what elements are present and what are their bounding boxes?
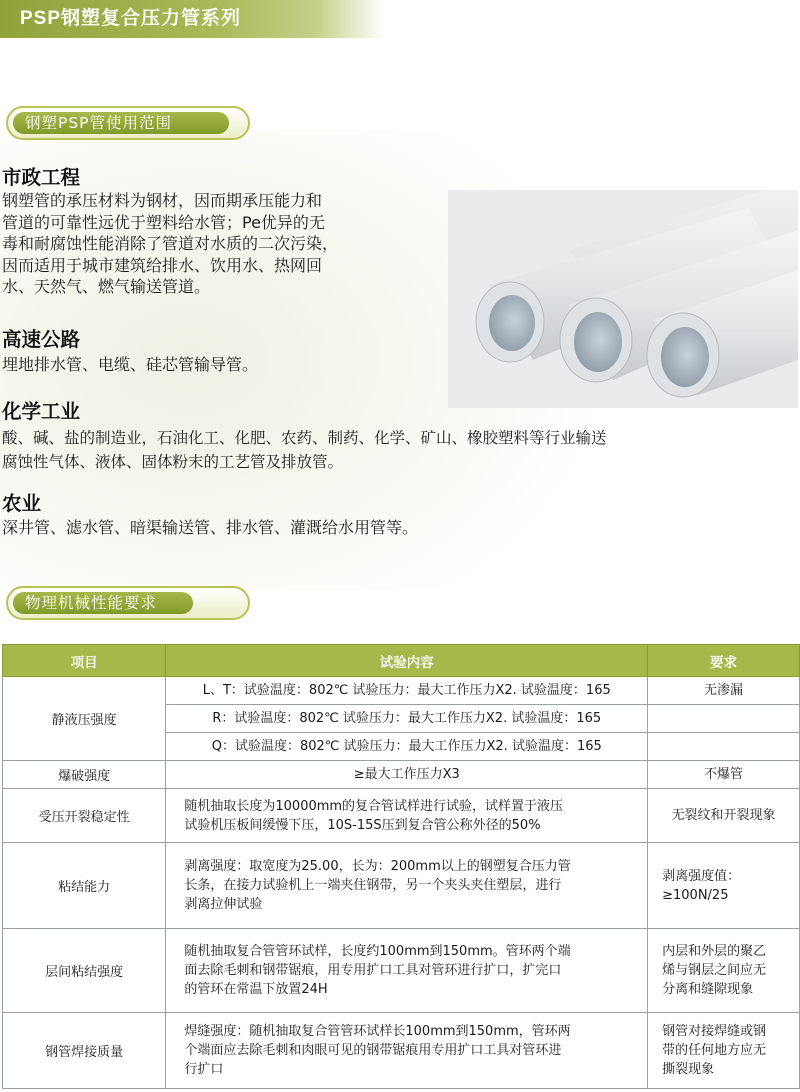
cell-line: 个端面应去除毛刺和肉眼可见的钢带锯痕用专用扩口工具对管环进 (184, 1043, 562, 1058)
cell-test (166, 761, 648, 789)
column-header-test: 试验内容 (166, 645, 648, 677)
cell-line: 随机抽取长度为10000mm的复合管试样进行试验，试样置于液压 (184, 798, 564, 814)
column-header-requirement: 要求 (648, 645, 800, 677)
heading-agriculture: 农业 (2, 492, 42, 515)
cell-line: 剥离拉伸试验 (184, 897, 263, 912)
cell-test (166, 929, 648, 1013)
cell-item: 爆破强度 (3, 761, 166, 789)
table-row (3, 1013, 800, 1089)
text-line: 酸、碱、盐的制造业，石油化工、化肥、农药、制药、化学、矿山、橡胶塑料等行业输送 (2, 429, 607, 447)
cell-item: 钢管焊接质量 (3, 1013, 166, 1089)
section-label-properties-text: 物理机械性能要求 (13, 592, 193, 614)
cell-item: 静液压强度 (3, 677, 166, 761)
section-label-usage-text: 钢塑PSP管使用范围 (13, 112, 229, 134)
cell-line: 随机抽取复合管管环试样，长度约100mm到150mm。管环两个端 (184, 944, 571, 959)
text-line: 水、天然气、燃气输送管道。 (2, 277, 211, 296)
cell-line: 烯与钢层之间应无 (662, 963, 767, 978)
cell-line: 分离和缝隙现象 (662, 982, 754, 997)
text-line: 腐蚀性气体、液体、固体粉末的工艺管及排放管。 (2, 453, 344, 471)
cell-line: 长条，在接力试验机上一端夹住钢带，另一个夹头夹住塑层，进行 (184, 878, 562, 893)
cell-line: 焊缝强度：随机抽取复合管管环试样长100mm到150mm，管环两 (184, 1024, 571, 1039)
cell-line: 剥离强度：取宽度为25.00，长为：200mm以上的钢塑复合压力管 (184, 859, 571, 874)
cell-requirement (648, 705, 800, 733)
cell-line: 无裂纹和开裂现象 (671, 808, 776, 823)
cell-test (166, 789, 648, 843)
text-line: 因而适用于城市建筑给排水、饮用水、热网回 (2, 255, 323, 275)
page-title: PSP钢塑复合压力管系列 (0, 0, 385, 38)
cell-requirement (648, 761, 800, 789)
cell-requirement: 无渗漏 (648, 677, 800, 705)
paragraph-highway (2, 354, 258, 376)
spec-table (2, 644, 800, 1089)
cell-line: 撕裂现象 (662, 1062, 715, 1077)
heading-chemical: 化学工业 (2, 400, 81, 423)
cell-requirement (648, 789, 800, 843)
text-line: 埋地排水管、电缆、硅芯管输导管。 (2, 355, 259, 374)
cell-item: 层间粘结强度 (3, 929, 166, 1013)
cell-test (166, 1013, 648, 1089)
table-row (3, 929, 800, 1013)
heading-municipal: 市政工程 (2, 166, 81, 189)
cell-line: 面去除毛刺和钢带锯痕，用专用扩口工具对管环进行扩口，扩完口 (184, 963, 562, 978)
table-header-row (3, 645, 800, 677)
column-header-item: 项目 (3, 645, 166, 677)
section-label-properties (6, 586, 250, 620)
table-row (3, 789, 800, 843)
cell-line: 的管环在常温下放置24H (184, 982, 328, 997)
heading-highway: 高速公路 (2, 328, 81, 351)
table-row (3, 677, 800, 705)
cell-requirement (648, 843, 800, 929)
paragraph-agriculture (2, 517, 418, 539)
cell-line: 钢管对接焊缝或钢 (662, 1024, 767, 1039)
table-row (3, 761, 800, 789)
cell-requirement (648, 929, 800, 1013)
section-label-usage (6, 106, 250, 140)
cell-line: 剥离强度值： (662, 868, 741, 884)
text-line: 毒和耐腐蚀性能消除了管道对水质的二次污染， (2, 234, 339, 253)
pipe-illustration (448, 190, 798, 408)
text-line: 深井管、滤水管、暗渠输送管、排水管、灌溉给水用管等。 (2, 518, 419, 537)
cell-test: R：试验温度：802℃ 试验压力：最大工作压力X2. 试验温度：165 (166, 705, 648, 733)
cell-line: 内层和外层的聚乙 (662, 944, 767, 959)
cell-item: 粘结能力 (3, 843, 166, 929)
cell-test (166, 843, 648, 929)
table-row (3, 843, 800, 929)
cell-test: L、T：试验温度：802℃ 试验压力：最大工作压力X2. 试验温度：165 (166, 677, 648, 705)
text-line: 管道的可靠性远优于塑料给水管；Pe优异的无 (2, 212, 325, 232)
cell-line: ≥最大工作压力X3 (353, 767, 460, 782)
cell-line: 不爆管 (704, 767, 744, 782)
cell-item: 受压开裂稳定性 (3, 789, 166, 843)
cell-test: Q：试验温度：802℃ 试验压力：最大工作压力X2. 试验温度：165 (166, 733, 648, 761)
cell-requirement (648, 1013, 800, 1089)
paragraph-municipal (2, 190, 338, 298)
pipe-photo (448, 190, 798, 408)
cell-line: 试验机压板间缓慢下压，10S-15S压到复合管公称外径的50% (184, 817, 541, 833)
cell-line: ≥100N/25 (662, 887, 729, 903)
paragraph-chemical (2, 426, 607, 474)
cell-line: 带的任何地方应无 (662, 1043, 767, 1058)
cell-line: 行扩口 (184, 1062, 224, 1077)
text-line: 钢塑管的承压材料为钢材，因而期承压能力和 (2, 191, 323, 210)
cell-requirement (648, 733, 800, 761)
